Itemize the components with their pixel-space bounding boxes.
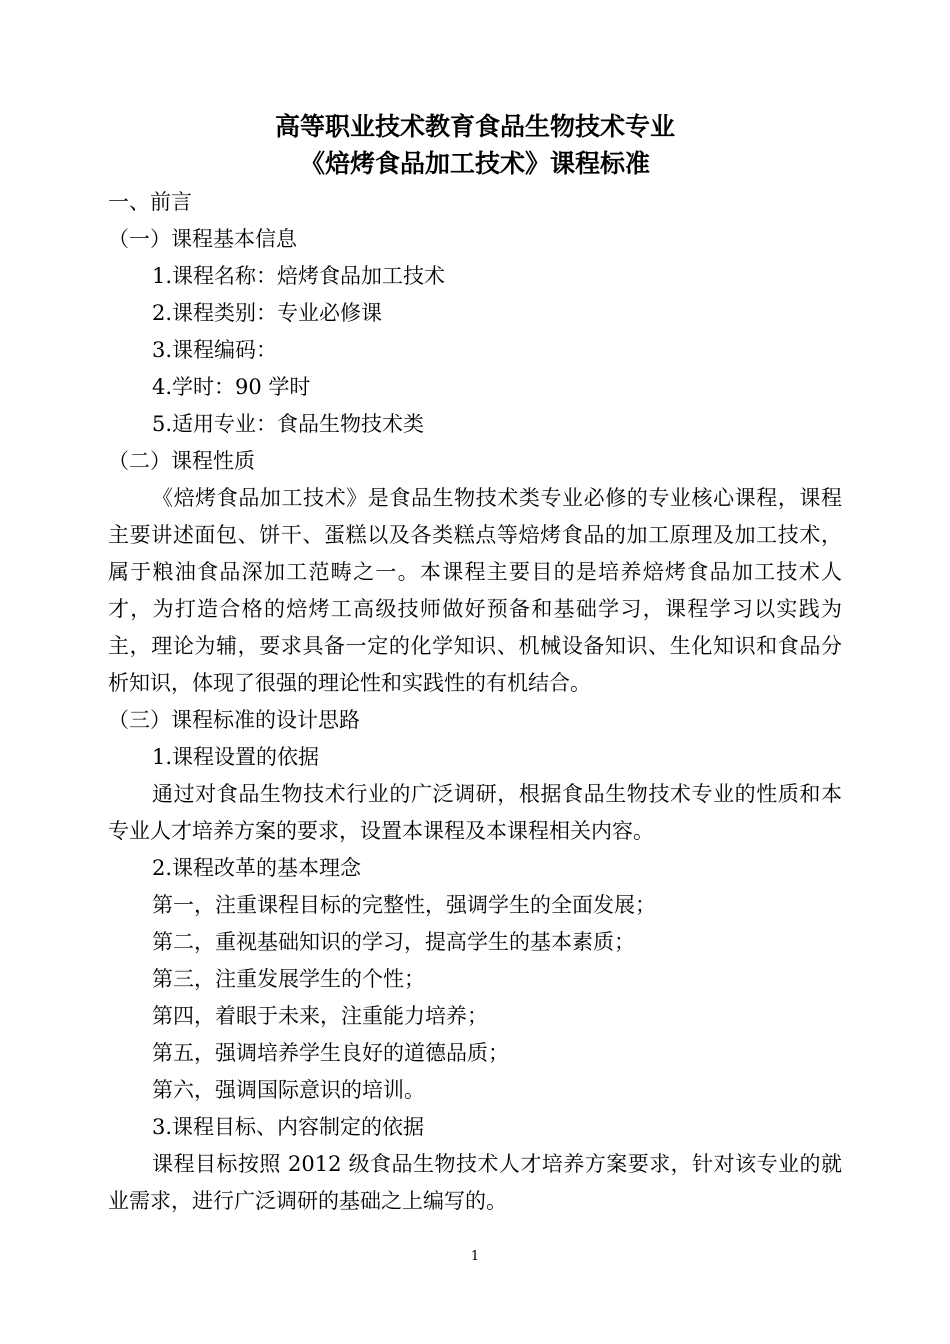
info-item-hours: 4.学时：90 学时 [152,375,311,399]
info-item-course-type: 2.课程类别：专业必修课 [152,301,383,325]
heading-course-basis: 1.课程设置的依据 [152,745,320,769]
section-heading-preface: 一、前言 [108,190,192,214]
concept-item-6: 第六，强调国际意识的培训。 [152,1078,425,1102]
subsection-heading-basic-info: （一）课程基本信息 [108,227,297,251]
info-item-course-name: 1.课程名称：焙烤食品加工技术 [152,264,446,288]
paragraph-goal-basis: 课程目标按照 2012 级食品生物技术人才培养方案要求，针对该专业的就业需求，进行广泛调研的基础之上编写的。 [108,1152,842,1213]
info-item-course-code: 3.课程编码： [152,338,278,362]
document-title-line2: 《焙烤食品加工技术》课程标准 [299,149,650,178]
subsection-heading-nature: （二）课程性质 [108,449,255,473]
concept-item-5: 第五，强调培养学生良好的道德品质； [152,1041,509,1065]
subsection-heading-design: （三）课程标准的设计思路 [108,708,360,732]
paragraph-course-nature: 《焙烤食品加工技术》是食品生物技术类专业必修的专业核心课程，课程主要讲述面包、饼干、蛋糕以及各类糕点等焙烤食品的加工原理及加工技术，属于粮油食品深加工范畴之一。本课程主要目的是培养焙烤食品加工技术人才，为打造合格的焙烤工高级技师做好预备和基础学习，课程学习以实践为主，理论为辅，要求具备一定的化学知识、机械设备知识、生化知识和食品分析知识，体现了很强的理论性和实践性的有机结合。 [108,486,842,695]
heading-reform-concept: 2.课程改革的基本理念 [152,856,362,880]
concept-item-4: 第四，着眼于未来，注重能力培养； [152,1004,488,1028]
paragraph-course-basis: 通过对食品生物技术行业的广泛调研，根据食品生物技术专业的性质和本专业人才培养方案的要求，设置本课程及本课程相关内容。 [108,782,842,843]
document-title-line1: 高等职业技术教育食品生物技术专业 [274,112,675,141]
concept-item-3: 第三，注重发展学生的个性； [152,967,425,991]
concept-item-2: 第二，重视基础知识的学习，提高学生的基本素质； [152,930,635,954]
info-item-major: 5.适用专业：食品生物技术类 [152,412,425,436]
heading-goal-basis: 3.课程目标、内容制定的依据 [152,1115,425,1139]
concept-item-1: 第一，注重课程目标的完整性，强调学生的全面发展； [152,893,656,917]
page-number: 1 [470,1249,480,1264]
